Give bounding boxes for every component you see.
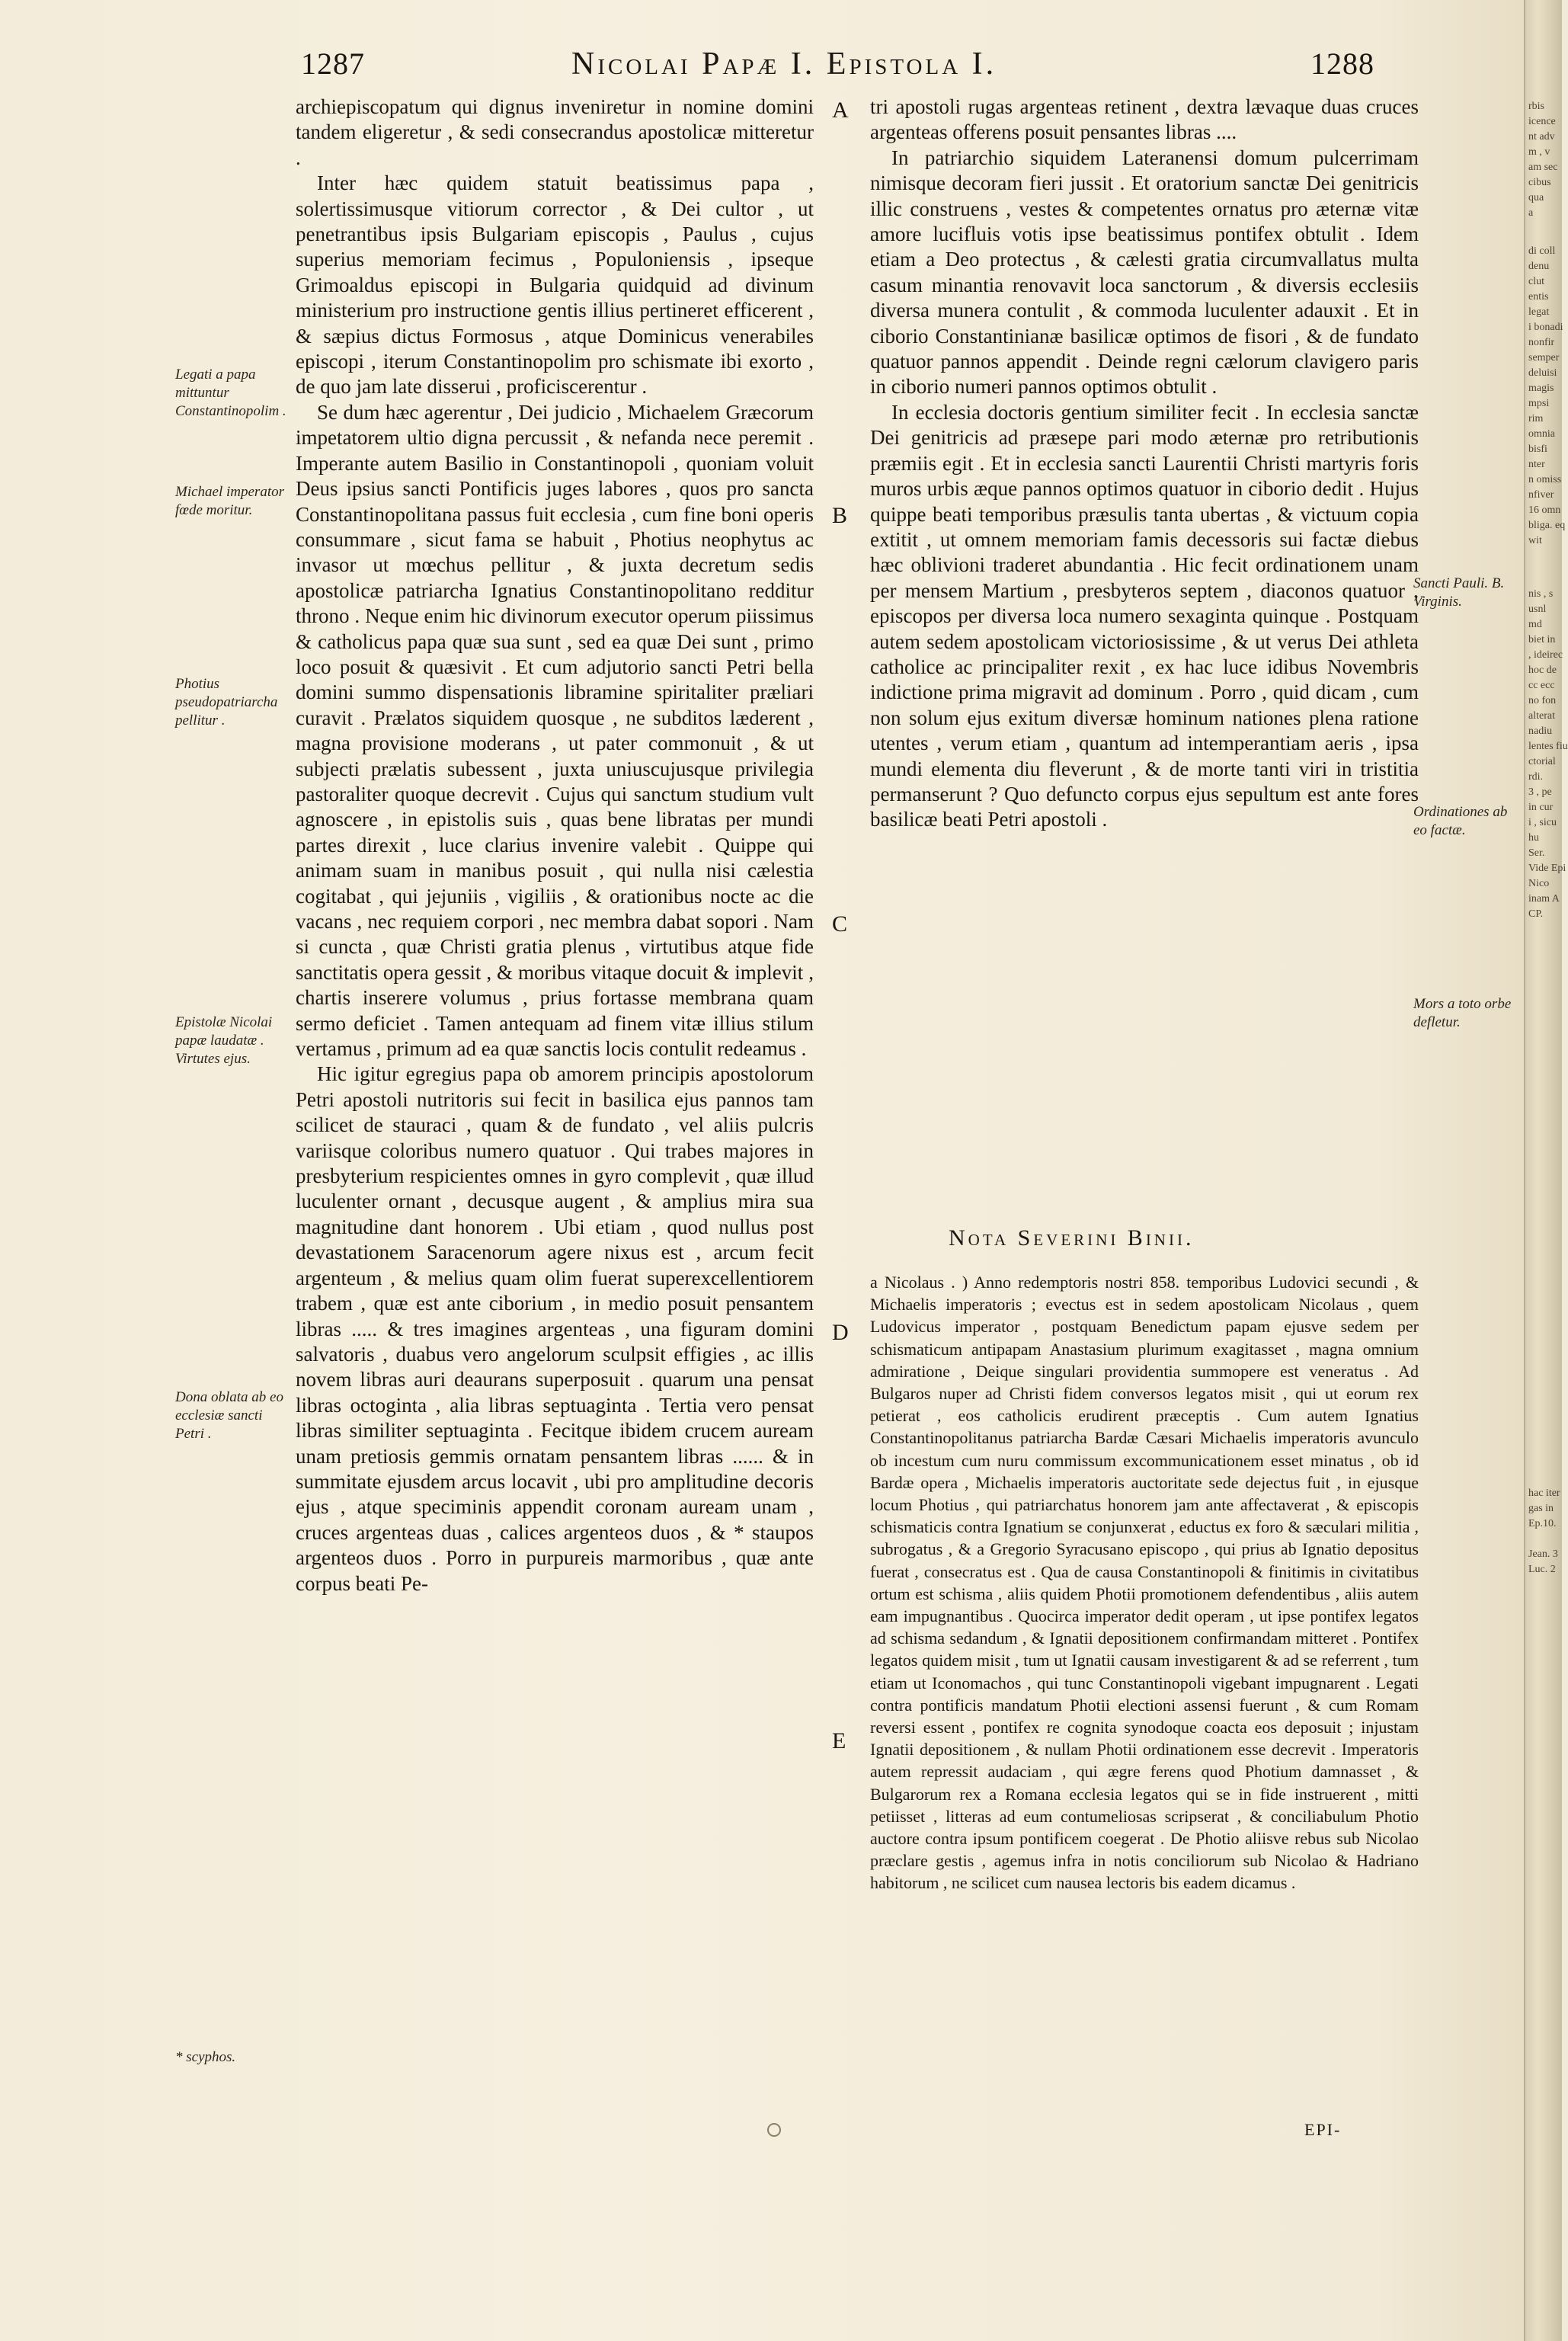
left-paragraph-3: Se dum hæc agerentur , Dei judicio , Michaelem Græcorum impetatorem ultio digna percussit , & nefanda nece peremit . Imperante autem Basilio in Constantinopoli , quoniam voluit Deus ipsius sancti Pontificis juges labores , quos pro sancta Constantinopolitana passus fuit ecclesia , cum fine boni operis consummare , sicut fama se habuit , Photius neophytus ac invasor ut mœchus pellitur , & juxta decretum sedis apostolicæ patriarcha Ignatius Constantinopolitano redditur throno . Neque enim hic divinorum executor operum piissimus & catholicus papa quæ sua sunt , sed ea quæ Dei sunt , primo loco posuit & quæsivit . Et cum adjutorio sancti Petri bella domini summo dispensationis libramine spiritaliter præliari curavit . Prælatos siquidem quosque , ne subditos læderent , magna provisione moderans , ut pater commonuit , & ut subjecti prælatis subessent , juxta uniuscujusque privilegia pastoraliter quoque decrevit . Cujus qui sanctum studium vult agnoscere , in epistolis suis , quas bene libratas per mundi partes direxit , luce clarius invenire valebit . Quippe qui animam suam in manibus posuit , qui nulla nisi cælestia cogitabat , qui jejuniis , vigiliis , & orationibus nocte ac die vacans , nec requiem corpori , nec membra dabat sopori . Nam si cuncta , quæ Christi gratia plenus , virtutibus atque fide sanctitatis opera gessit , & moribus vitaque docuit & implevit , chartis inserere volumus , prius fortasse membrana quam sermo deficiet . Tamen antequam ad finem vitæ illius stilum vertamus , primum ad ea quæ sanctis locis contulit redeamus . [296,400,814,1061]
section-letter-d: D [832,1320,849,1345]
page-number-left: 1287 [301,46,365,81]
edge-fragment-4: hac iter gas in Ep.10. Jean. 3 Luc. 2 [1528,1488,1560,1575]
nota-title: Nota Severini Binii. [949,1225,1195,1251]
catchword: EPI- [1304,2120,1342,2139]
margin-note-sancti-pauli: Sancti Pauli. B. Virginis. [1413,575,1505,610]
margin-note-epistolae: Epistolæ Nicolai papæ laudatæ . Virtutes ejus. [175,1014,273,1067]
section-letter-c: C [832,911,848,937]
edge-fragment-2: di coll denu clut entis legat i bonadi nonfir semper deluisi magis mpsi rim omnia bisfi nter n omiss nfiver 16 omn bliga. eq wit [1528,245,1566,546]
right-paragraph-1: tri apostoli rugas argenteas retinent , dextra lævaque duas cruces argenteas offerens posuit pensantes libras .... [870,95,1419,144]
right-text-column [870,94,1419,833]
left-paragraph-4: Hic igitur egregius papa ob amorem principis apostolorum Petri apostoli nutritoris sui fecit in basilica ejus pannos tam scilicet de stauraci , quam & de fundato , vel aliis pulcris variisque coloribus numero quatuor . Qui trabes majores in presbyterium respicientes omnes in gyro complevit , quæ illud luculenter ornant , decusque augent , & amplius mira sua magnitudine dant honorem . Ubi etiam , quod nullus post devastationem Saracenorum agere nixus est , arcum fecit argenteum , & melius quam olim fuerat superexcellentiorem trabem , quæ est ante ciborium , in medio posuit pensantem libras ..... & tres imagines argenteas , una figuram domini salvatoris , duabus vero angelorum sculpsit effigies , ac illis novem libras auri deaurans superposuit . quarum una pensat libras octoginta , alia libras septuaginta . Tertia vero pensat libras similiter septuaginta . Fecitque ibidem crucem auream unam pretiosis gemmis ornatam pensantem libras ...... & in summitate ejusdem arcus locavit , ubi pro amplitudine decoris ejus , atque speciminis appendit coronam auream unam , cruces argenteas duas , calices argenteos duos , & * staupos argenteos duos . Porro in purpureis marmoribus , quæ ante corpus beati Pe- [296,1062,814,1595]
adjacent-page-edge [1524,0,1568,2341]
edge-fragment-1: rbis icence nt adv m , v am sec cibus qua a [1528,101,1558,219]
nota-text: a Nicolaus . ) Anno redemptoris nostri 858. temporibus Ludovici secundi , & Michaelis imperatoris ; evectus est in sedem apostolicam Nicolaus , quem Ludovicus imperator , postquam Benedictum papam ejusve sedem per schismaticum antipapam Anastasium plurimum exagitasset , magna omnium admiratione , Deique singulari providentia summopere est veneratus . Ad Bulgaros nuper ad Christi fidem conversos legatos misit , qui ut eorum rex petierat , eos catholicis erudirent præceptis . Cum autem Ignatius Constantinopolitanus patriarcha Bardæ Cæsari Michaelis imperatoris avunculo ob incestum cum nuru commissum excommunicationem esset minatus , ob id Bardæ opera , Michaelis imperatoris auctoritate sede dejectus fuit , in ejusque locum Photius , qui patriarchatus honorem jam ante affectaverat , & episcopis schismaticis contra Ignatium se conjunxerat , eductus ex foro & sæculari militia , subrogatus , & a Gregorio Syracusano episcopo , qui prius ab Ignatio depositus fuerat , consecratus est . Qua de causa Constantinopoli & finitimis in civitatibus ortum est schisma , aliis quidem Photii promotionem defendentibus , aliis autem eam impugnantibus . Quocirca imperator dedit operam , ut ipse pontifex legatos ad schisma sedandum , & Ignatii depositionem confirmandam mitteret . Pontifex legatos quidem misit , tum ut Ignatii causam investigarent & ad se referrent , tum etiam ut Iconomachos , qui tunc Constantinopoli vigebant impugnarent . Legati contra pontificis mandatum Photii electioni assensi fuerunt , & cum Romam reversi essent , pontifex re cognita synodoque coacta eos deposuit ; injustam Ignatii depositionem , & nullam Photii ordinationem esse decrevit . Imperatoris autem repressit audaciam , qui ægre ferens quod Photium damnasset , & Bulgarorum rex a Romana ecclesia legatos qui se in fide instruerent , mitti petiisset , litteras ad eum contumeliosas scripserat , & conciliabulum Photio auctore contra ipsum pontificem coegerat . De Photio aliisve rebus sub Nicolao præclare gestis , agemus infra in notis conciliorum sub Nicolao & Hadriano habitorum , ne scilicet cum nausea lectoris bis eadem dicamus . [870,1273,1419,1893]
page-number-right: 1288 [1310,46,1374,81]
right-paragraph-3: In ecclesia doctoris gentium similiter fecit . In ecclesia sanctæ Dei genitricis ad præsepe pari modo æternæ pro retributionis præmiis egit . Et in ecclesia sancti Laurentii Christi martyris foris muros urbis æque pannos optimos quatuor in ciborio dedit . Hujus quippe beati temporibus præsulis tanta ubertas , & victuum copia extitit , ut omnem memoriam famis decessoris sui factæ diebus hæc oblivioni traderet abundantia . Hic fecit ordinationem unam per mensem Martium , presbyteros septem , diaconos quatuor , episcopos per diversa loca numero sexaginta quinque . Postquam autem sedem apostolicam victoriosissime , & ut verus Dei athleta catholice ac principaliter rexit , ex hac luce idibus Novembris indictione prima migravit ad dominum . Porro , quid dicam , cum non solum ejus exitum diversæ hominum nationes plena ratione utentes , verum etiam , quantum ad intemperantiam aeris , ipsa mundi elementa diu fleverunt , & de morte tanti viri in tristitia permanserunt ? Quo defuncto corpus ejus sepultum est ante fores basilicæ beati Petri apostoli . [870,400,1419,831]
margin-note-scyphos: * scyphos. [175,2049,236,2065]
left-paragraph-1: archiepiscopatum qui dignus inveniretur in nomine domini tandem eligeretur , & sedi consecrandus apostolicæ mitteretur . [296,95,814,169]
left-text-column [296,94,814,1596]
margin-note-photius: Photius pseudopatriarcha pellitur . [175,676,278,729]
running-header [0,46,1524,91]
section-letter-b: B [832,503,848,528]
edge-fragment-3: nis , s usnl md biet in , ideirec hoc de cc ecc no fon alterat nadiu lentes fiu ctorial rdi. 3 , pe in cur i , sicu hu Ser. Vide Epi Nico inam A CP. [1528,588,1568,920]
right-paragraph-2: In patriarchio siquidem Lateranensi domum pulcerrimam nimisque decoram fieri jussit . Et oratorium sanctæ Dei genitricis illic construens , vestes & competentes ornatus pro æternæ vitæ amore lucifluis votis ipse beatissimus pontifex obtulit . Idem etiam a Deo protectus , & cælesti gratia circumvallatus multa casum minantia renovavit loca sanctorum , & diversis ecclesiis diversa munera contulit , & commoda luculenter adauxit . Et in ciborio Constantinianæ basilicæ optimos de fisori , & de fundato quatuor pannos appendit . Deinde regni cælorum clavigero paris in ciborio numeri pannos optimos obtulit . [870,146,1419,399]
margin-note-legati: Legati a papa mittuntur Constantinopolim . [175,367,286,419]
section-letter-a: A [832,98,849,123]
margin-note-michael: Michael imperator fœde moritur. [175,484,285,518]
margin-note-mors: Mors a toto orbe defletur. [1413,996,1512,1030]
running-title: Nicolai Papæ I. Epistola I. [571,46,997,82]
page-ornament [767,2123,781,2137]
section-letter-e: E [832,1728,846,1753]
left-paragraph-2: Inter hæc quidem statuit beatissimus papa , solertissimusque vitiorum corrector , & Dei cultor , ut penetrantibus ipsis Bulgariam episcopis , Paulus , cujus superius memoriam fecimus , Populoniensis , ipseque Grimoaldus episcopi in Bulgaria quidquid ad divinum ministerium pro instructione gentis illius pertineret efficerent , & sæpius dictus Formosus , atque Dominicus venerabiles episcopi , iterum Constantinopolim pro schismate ibi exorto , de quo jam late disserui , proficiscerentur . [296,171,814,399]
margin-note-ordinationes: Ordinationes ab eo factæ. [1413,804,1508,838]
margin-note-dona: Dona oblata ab eo ecclesiæ sancti Petri . [175,1389,283,1442]
